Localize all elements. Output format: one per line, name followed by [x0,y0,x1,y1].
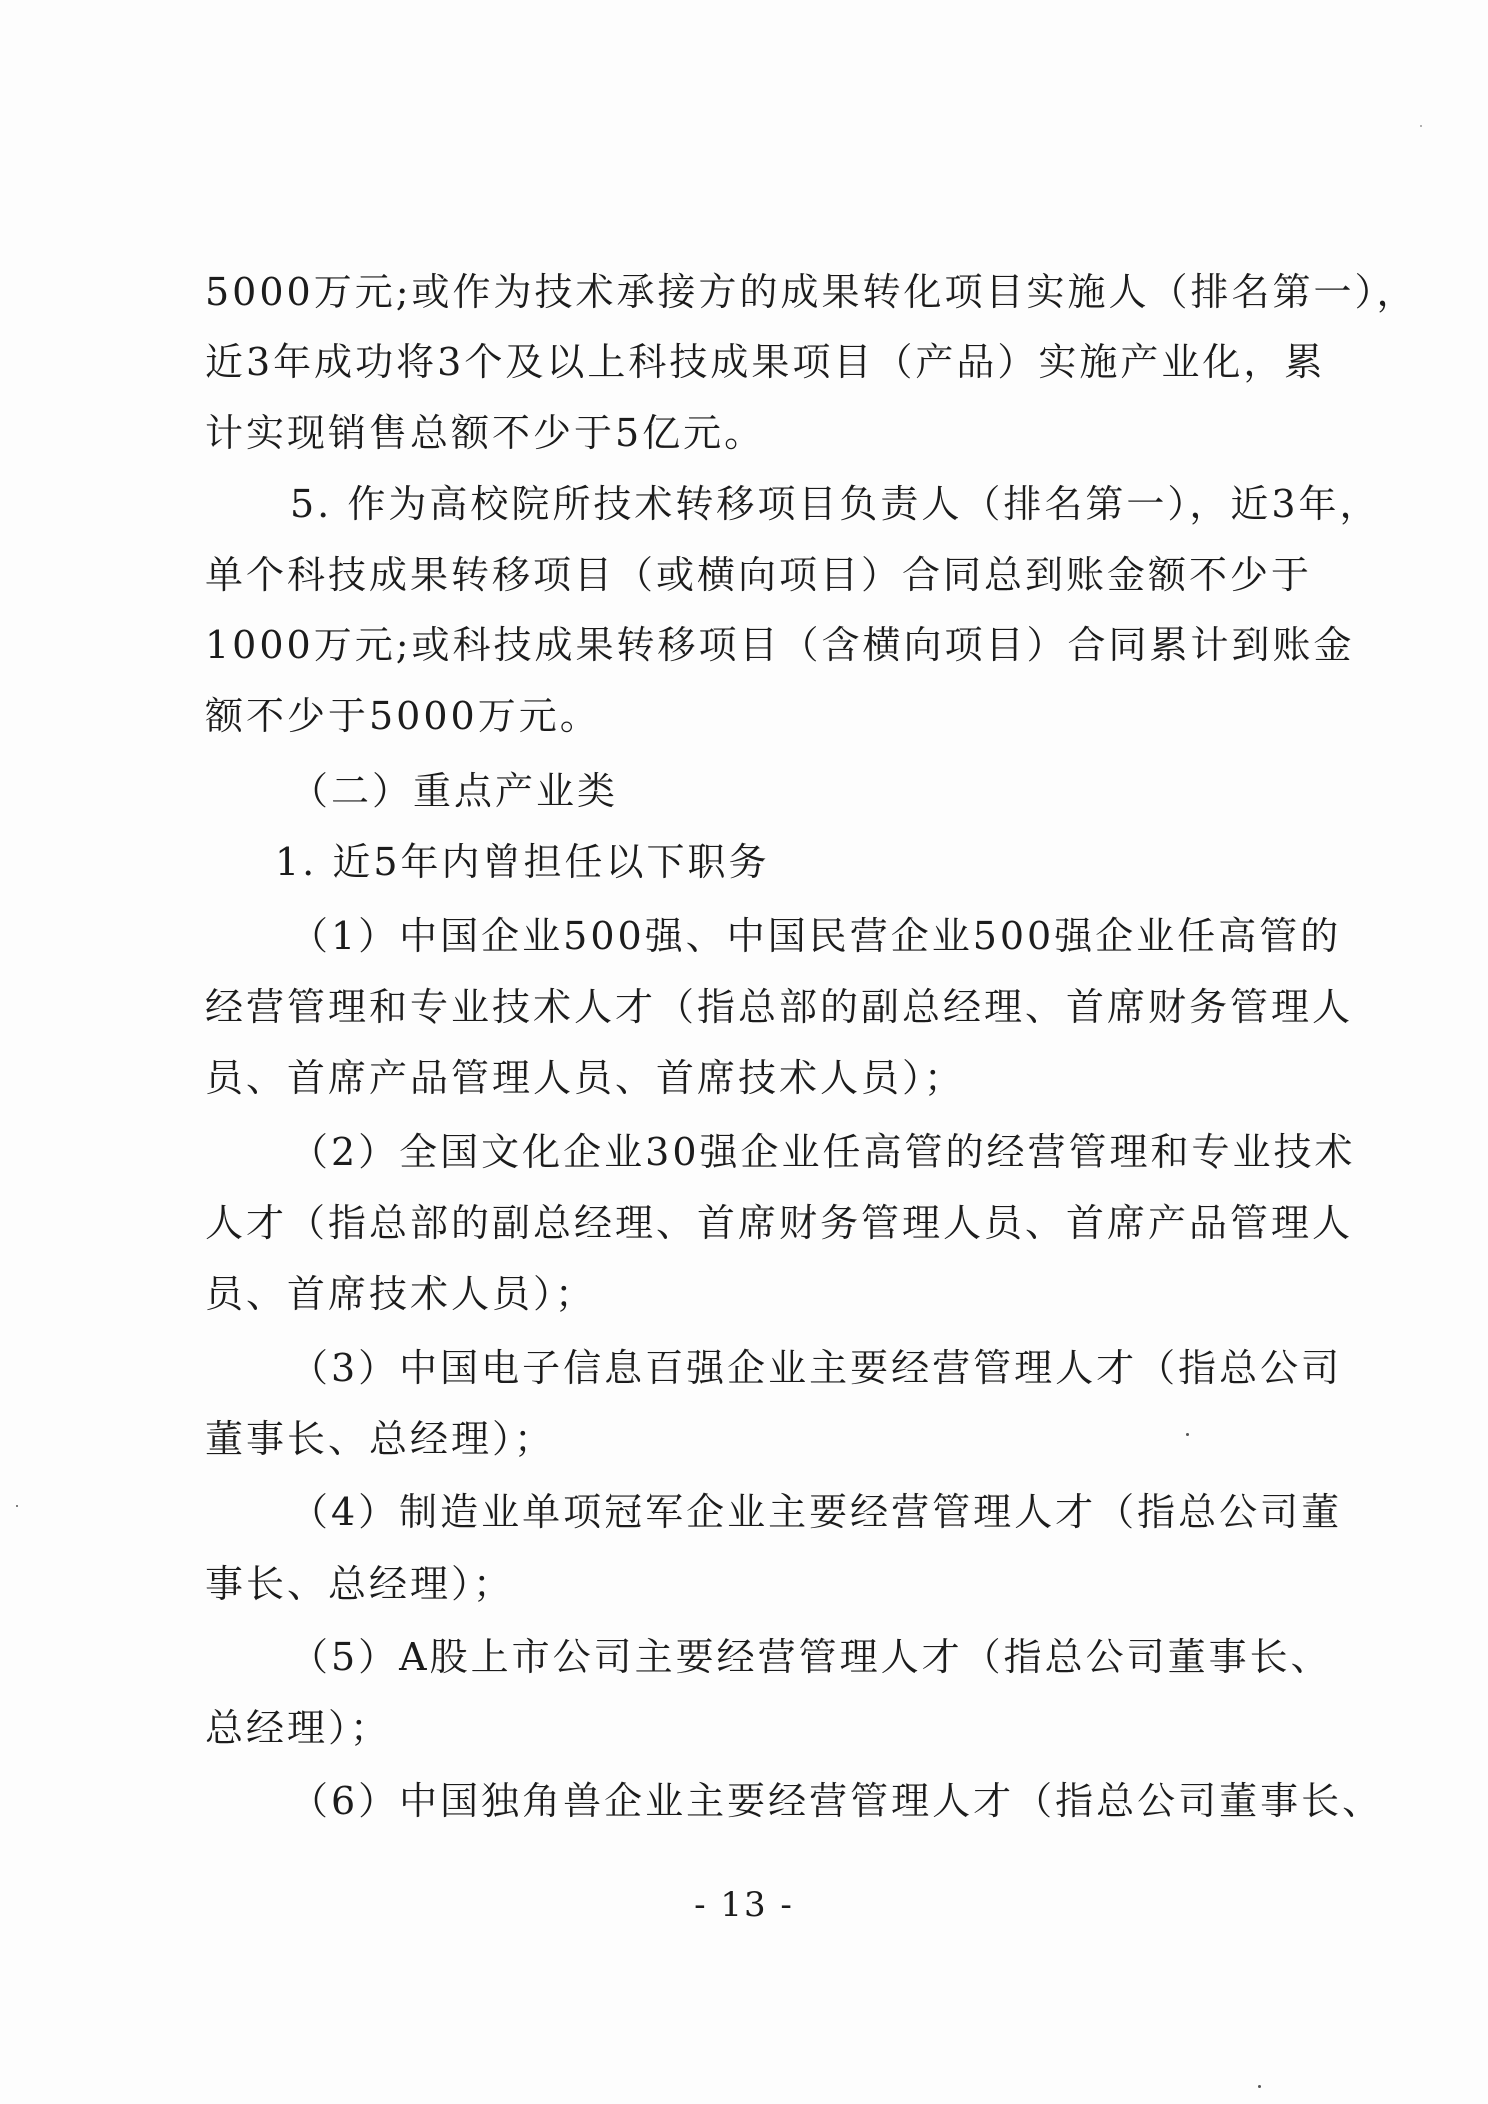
body-text-line: 近3年成功将3个及以上科技成果项目（产品）实施产业化，累 [205,340,1326,384]
body-text-line: （3）中国电子信息百强企业主要经营管理人才（指总公司 [290,1346,1343,1390]
body-text-line: 计实现销售总额不少于5亿元。 [205,411,766,455]
body-text-line: （6）中国独角兽企业主要经营管理人才（指总公司董事长、 [290,1779,1384,1823]
body-text-line: （2）全国文化企业30强企业任高管的经营管理和专业技术 [290,1130,1356,1174]
scan-speck [16,1505,18,1507]
body-text-line: （4）制造业单项冠军企业主要经营管理人才（指总公司董 [290,1490,1343,1534]
body-text-line: 员、首席产品管理人员、首席技术人员）； [205,1056,966,1100]
body-text-line: （1）中国企业500强、中国民营企业500强企业任高管的 [290,914,1342,958]
body-text-line: 单个科技成果转移项目（或横向项目）合同总到账金额不少于 [205,553,1313,597]
body-text-line: 1000万元;或科技成果转移项目（含横向项目）合同累计到账金 [205,623,1355,667]
body-text-line: 员、首席技术人员）； [205,1272,597,1316]
section-heading: （二）重点产业类 [290,769,619,813]
page-number: - 13 - [694,1885,794,1925]
body-text-line: 总经理）； [205,1706,392,1750]
body-text-line: 5000万元;或作为技术承接方的成果转化项目实施人（排名第一）， [205,270,1418,314]
body-text-line: （5）A股上市公司主要经营管理人才（指总公司董事长、 [290,1635,1332,1679]
scan-speck [1420,125,1422,127]
body-text-line: 董事长、总经理）； [205,1417,556,1461]
body-text-line: 经营管理和专业技术人才（指总部的副总经理、首席财务管理人 [205,985,1354,1029]
body-text-line: 人才（指总部的副总经理、首席财务管理人员、首席产品管理人 [205,1201,1354,1245]
body-text-line: 事长、总经理）； [205,1562,515,1606]
scan-speck [1186,1433,1189,1436]
body-text-line: 1. 近5年内曾担任以下职务 [275,840,770,884]
scan-speck [1258,2085,1261,2088]
body-text-line: 5. 作为高校院所技术转移项目负责人（排名第一），近3年， [290,482,1381,526]
body-text-line: 额不少于5000万元。 [205,694,601,738]
